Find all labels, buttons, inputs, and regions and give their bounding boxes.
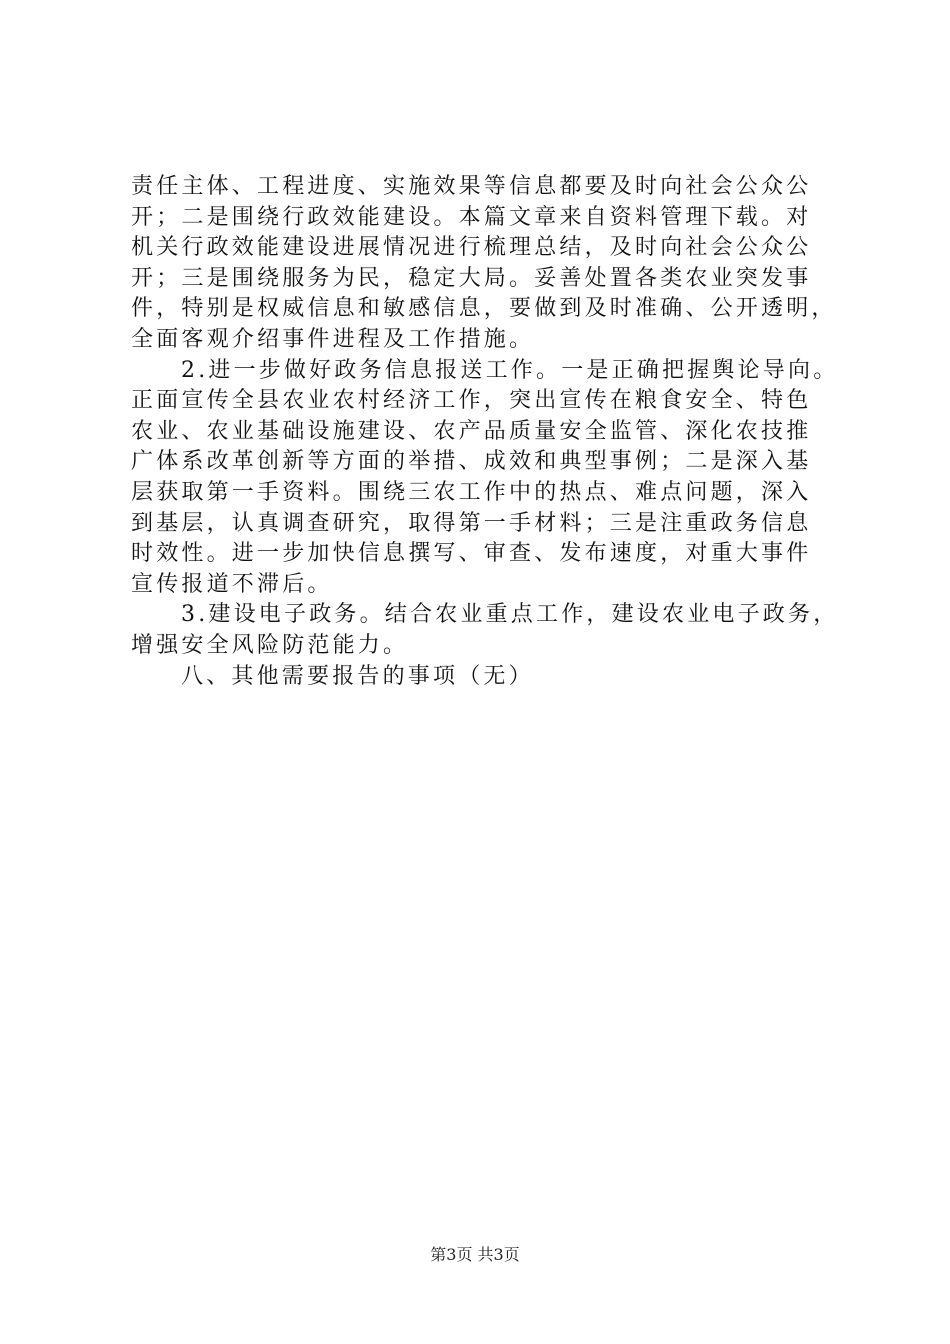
paragraph-start-line: 2.进一步做好政务信息报送工作。一是正确把握舆论导向。 [181, 357, 839, 383]
paragraph-start-line: 3.建设电子政务。结合农业重点工作，建设农业电子政务， [181, 602, 839, 628]
text-line: 开；二是围绕行政效能建设。本篇文章来自资料管理下载。对 [131, 204, 812, 230]
text-line: 件，特别是权威信息和敏感信息，要做到及时准确、公开透明， [131, 296, 837, 322]
document-body [131, 172, 851, 692]
text-line: 到基层，认真调查研究，取得第一手材料；三是注重政务信息 [131, 510, 812, 536]
page-total: 共3页 [477, 1245, 520, 1264]
text-line: 农业、农业基础设施建设、农产品质量安全监管、深化农技推 [131, 418, 812, 444]
text-line: 机关行政效能建设进展情况进行梳理总结，及时向社会公众公 [131, 235, 812, 261]
text-line: 全面客观介绍事件进程及工作措施。 [131, 326, 535, 352]
text-line: 宣传报道不滞后。 [131, 571, 333, 597]
section-heading-line: 八、其他需要报告的事项（无） [181, 663, 534, 689]
text-line: 层获取第一手资料。围绕三农工作中的热点、难点问题，深入 [131, 479, 812, 505]
text-line: 时效性。进一步加快信息撰写、审查、发布速度，对重大事件 [131, 541, 812, 567]
page-number: 第3页 [430, 1245, 473, 1264]
text-line: 责任主体、工程进度、实施效果等信息都要及时向社会公众公 [131, 174, 812, 199]
text-line: 开；三是围绕服务为民，稳定大局。妥善处置各类农业突发事 [131, 265, 812, 291]
text-line: 增强安全风险防范能力。 [131, 632, 409, 658]
text-line: 广体系改革创新等方面的举措、成效和典型事例；二是深入基 [131, 449, 812, 475]
page-footer [0, 1244, 950, 1266]
text-line: 正面宣传全县农业农村经济工作，突出宣传在粮食安全、特色 [131, 388, 812, 414]
